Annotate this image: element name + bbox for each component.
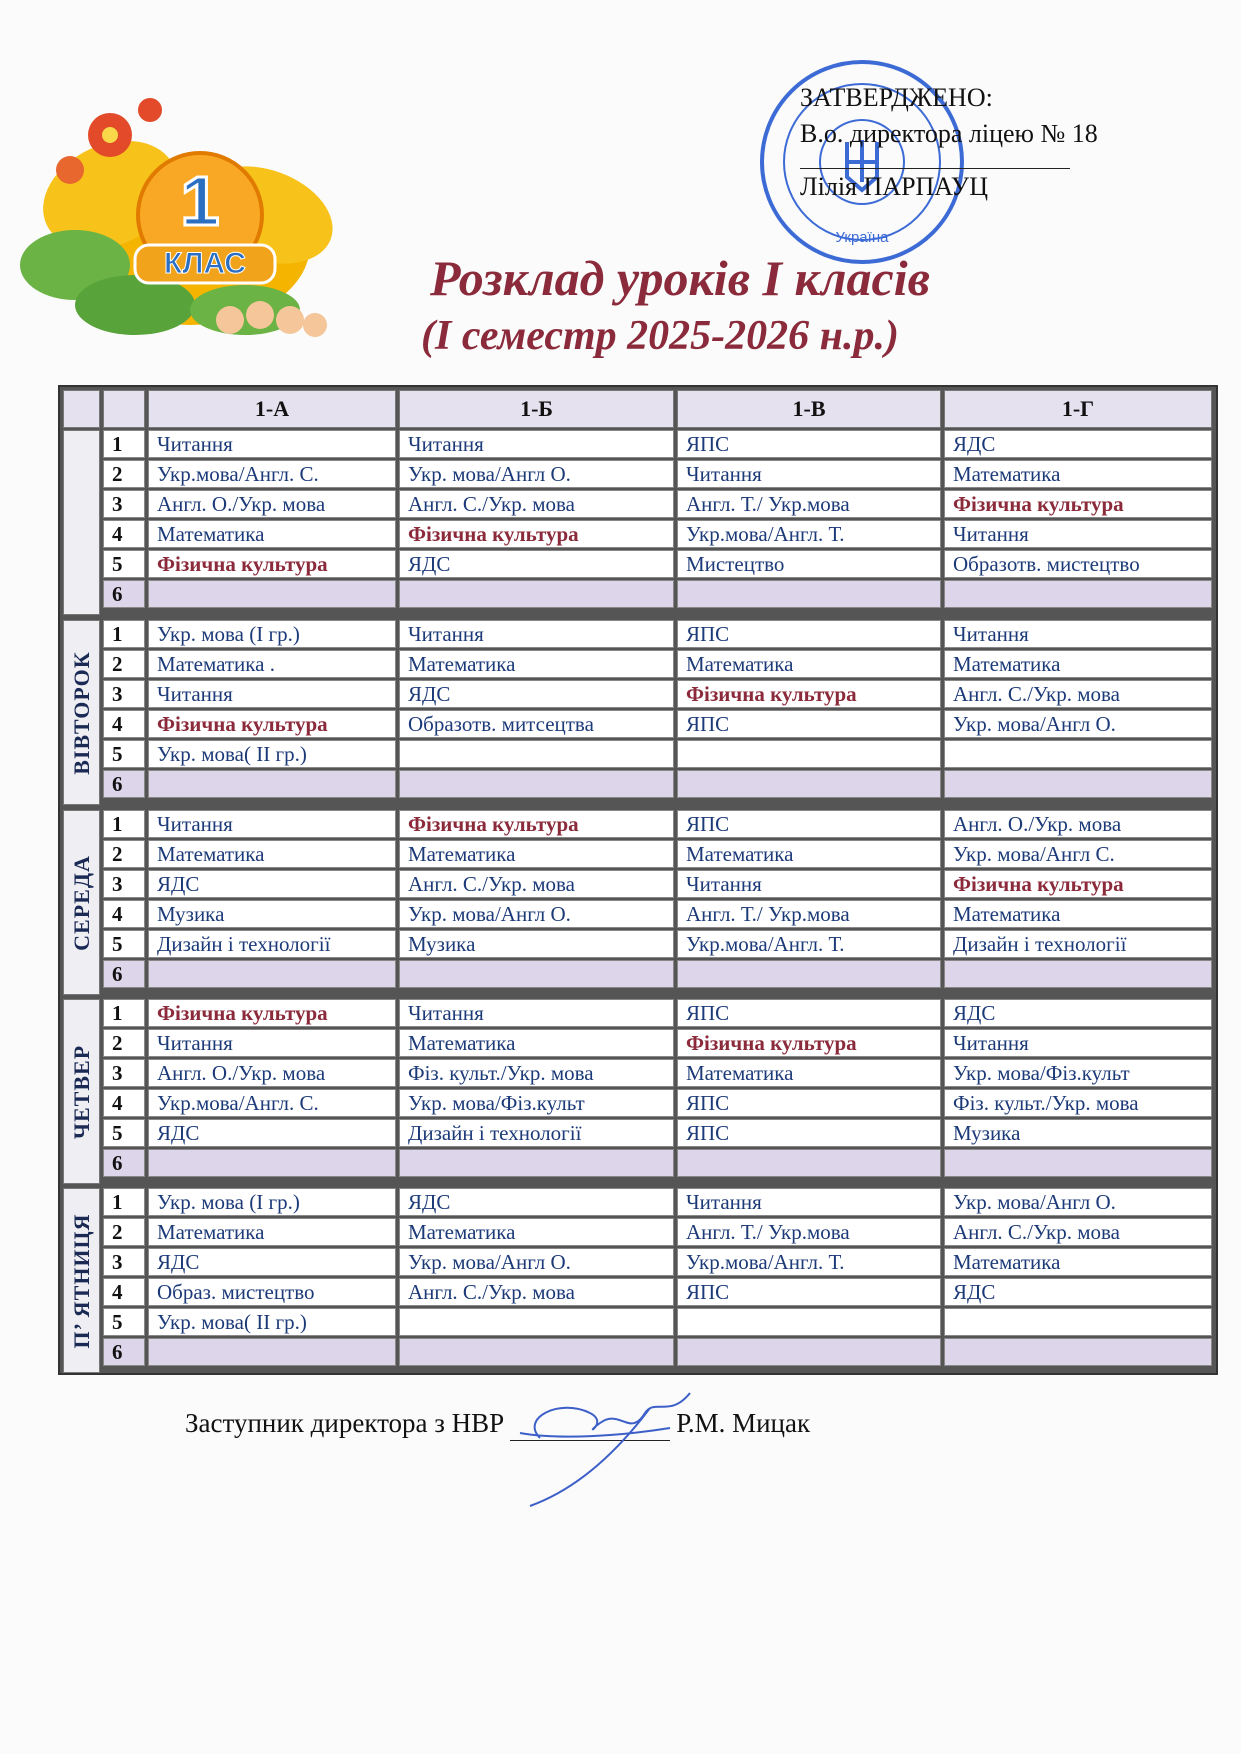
day-name-cell: [63, 810, 100, 995]
day-name-cell: [63, 1188, 100, 1373]
day-block: [63, 1188, 1213, 1373]
lesson-cell: [677, 960, 941, 988]
table-row: [103, 620, 1213, 648]
lesson-cell: ЯПС: [677, 1119, 941, 1147]
table-row: [103, 1119, 1213, 1147]
table-row: [103, 710, 1213, 738]
lesson-cell: [944, 740, 1212, 768]
lesson-number: 2: [103, 460, 145, 488]
lesson-cell: ЯДС: [399, 680, 674, 708]
lesson-cell: Читання: [944, 1029, 1212, 1057]
table-row: [103, 550, 1213, 578]
lesson-cell: ЯПС: [677, 810, 941, 838]
lesson-cell: Англ. Т./ Укр.мова: [677, 490, 941, 518]
lesson-cell: [148, 960, 396, 988]
lesson-cell: Укр. мова/Англ О.: [399, 460, 674, 488]
lesson-cell: Фізична культура: [677, 680, 941, 708]
lesson-cell: Укр.мова/Англ. Т.: [677, 930, 941, 958]
lesson-cell: [399, 960, 674, 988]
lesson-cell: [677, 740, 941, 768]
lesson-cell: Фізична культура: [148, 999, 396, 1027]
lesson-cell: Фізична культура: [944, 490, 1212, 518]
lesson-cell: Укр. мова/Англ О.: [944, 1188, 1212, 1216]
day-block: [63, 430, 1213, 615]
header-class: 1-Г: [944, 390, 1212, 428]
lesson-cell: [677, 1149, 941, 1177]
lesson-cell: [399, 1338, 674, 1366]
lesson-cell: Читання: [148, 810, 396, 838]
table-row: [103, 1218, 1213, 1246]
table-row: [103, 1278, 1213, 1306]
lesson-cell: ЯПС: [677, 430, 941, 458]
lesson-number: 3: [103, 1059, 145, 1087]
table-row: [103, 430, 1213, 458]
lesson-cell: [148, 1338, 396, 1366]
table-row: [103, 1188, 1213, 1216]
lesson-cell: Фізична культура: [148, 550, 396, 578]
lesson-cell: Математика: [399, 1029, 674, 1057]
lesson-cell: Математика: [944, 650, 1212, 678]
table-row: [103, 900, 1213, 928]
lesson-cell: Читання: [148, 430, 396, 458]
day-name: ВІВТОРОК: [68, 650, 94, 775]
lesson-cell: Фізична культура: [677, 1029, 941, 1057]
lesson-cell: [944, 770, 1212, 798]
lesson-number: 1: [103, 430, 145, 458]
approval-title: ЗАТВЕРДЖЕНО:: [800, 83, 993, 112]
lesson-cell: [399, 1149, 674, 1177]
table-row: [103, 960, 1213, 988]
table-row: [103, 1089, 1213, 1117]
lesson-cell: Англ. С./Укр. мова: [944, 680, 1212, 708]
lesson-cell: Укр. мова/Фіз.культ: [399, 1089, 674, 1117]
lesson-cell: [677, 1308, 941, 1336]
lesson-cell: Укр.мова/Англ. Т.: [677, 520, 941, 548]
lesson-cell: [399, 740, 674, 768]
lesson-cell: Укр. мова/Англ О.: [944, 710, 1212, 738]
lesson-cell: ЯДС: [148, 1248, 396, 1276]
lesson-cell: ЯДС: [944, 430, 1212, 458]
header-class: 1-А: [148, 390, 396, 428]
lesson-cell: ЯПС: [677, 710, 941, 738]
header-class: 1-В: [677, 390, 941, 428]
handwritten-signature: [500, 1378, 710, 1508]
table-row: [103, 650, 1213, 678]
lesson-cell: Фізична культура: [399, 810, 674, 838]
day-block: [63, 620, 1213, 805]
lesson-cell: Читання: [677, 1188, 941, 1216]
lesson-cell: Математика: [677, 650, 941, 678]
lesson-number: 3: [103, 680, 145, 708]
lesson-cell: Читання: [148, 680, 396, 708]
lesson-cell: Читання: [944, 620, 1212, 648]
lesson-cell: [677, 580, 941, 608]
lesson-cell: Образотв. митсецтва: [399, 710, 674, 738]
lesson-number: 6: [103, 1149, 145, 1177]
day-name-cell: [63, 430, 100, 615]
schedule-table: [58, 385, 1218, 1375]
page-subtitle: (І семестр 2025-2026 н.р.): [421, 313, 899, 359]
lesson-number: 5: [103, 930, 145, 958]
day-block: [63, 810, 1213, 995]
lesson-number: 5: [103, 740, 145, 768]
page-title: Розклад уроків І класів: [430, 250, 930, 306]
lesson-number: 4: [103, 710, 145, 738]
lesson-cell: Англ. С./Укр. мова: [399, 870, 674, 898]
lesson-cell: Читання: [399, 620, 674, 648]
lesson-cell: [148, 770, 396, 798]
lesson-number: 4: [103, 900, 145, 928]
lesson-rows: [103, 810, 1213, 995]
lesson-cell: ЯДС: [399, 550, 674, 578]
day-name-cell: [63, 620, 100, 805]
lesson-rows: [103, 999, 1213, 1184]
lesson-number: 4: [103, 1089, 145, 1117]
lesson-cell: Математика: [677, 840, 941, 868]
lesson-number: 3: [103, 1248, 145, 1276]
table-row: [103, 490, 1213, 518]
lesson-cell: Математика: [148, 520, 396, 548]
lesson-cell: ЯПС: [677, 1089, 941, 1117]
day-name: СЕРЕДА: [68, 854, 94, 951]
lesson-cell: [944, 960, 1212, 988]
lesson-cell: [944, 1308, 1212, 1336]
table-row: [103, 580, 1213, 608]
class-logo: [15, 75, 345, 345]
lesson-cell: Математика: [399, 1218, 674, 1246]
lesson-number: 1: [103, 999, 145, 1027]
lesson-cell: [148, 580, 396, 608]
lesson-cell: Укр. мова (І гр.): [148, 620, 396, 648]
lesson-cell: Англ. О./Укр. мова: [944, 810, 1212, 838]
lesson-cell: [148, 1149, 396, 1177]
lesson-cell: Читання: [677, 460, 941, 488]
lesson-cell: Образ. мистецтво: [148, 1278, 396, 1306]
lesson-cell: ЯПС: [677, 1278, 941, 1306]
lesson-cell: Фіз. культ./Укр. мова: [399, 1059, 674, 1087]
lesson-cell: ЯДС: [944, 999, 1212, 1027]
lesson-cell: Укр. мова/Англ С.: [944, 840, 1212, 868]
lesson-number: 6: [103, 770, 145, 798]
lesson-cell: [944, 1149, 1212, 1177]
lesson-number: 4: [103, 1278, 145, 1306]
lesson-cell: [399, 1308, 674, 1336]
lesson-cell: ЯДС: [399, 1188, 674, 1216]
approval-signature-line: [800, 152, 1070, 169]
header-num-cell: [103, 390, 145, 428]
lesson-cell: Математика: [944, 1248, 1212, 1276]
lesson-cell: [944, 1338, 1212, 1366]
lesson-rows: [103, 620, 1213, 805]
lesson-cell: Фізична культура: [148, 710, 396, 738]
lesson-cell: Англ. С./Укр. мова: [399, 490, 674, 518]
lesson-cell: [399, 770, 674, 798]
table-row: [103, 1308, 1213, 1336]
lesson-cell: Укр. мова/Фіз.культ: [944, 1059, 1212, 1087]
header-day-cell: [63, 390, 100, 428]
lesson-cell: Музика: [399, 930, 674, 958]
lesson-cell: Читання: [399, 430, 674, 458]
lesson-cell: [677, 770, 941, 798]
lesson-number: 5: [103, 550, 145, 578]
day-name: ЧЕТВЕР: [68, 1044, 94, 1139]
lesson-cell: Математика: [399, 650, 674, 678]
table-row: [103, 520, 1213, 548]
table-row: [103, 1059, 1213, 1087]
stamp-country: Україна: [835, 229, 889, 246]
lesson-cell: Фізична культура: [944, 870, 1212, 898]
lesson-cell: Укр.мова/Англ. С.: [148, 1089, 396, 1117]
header-class: 1-Б: [399, 390, 674, 428]
lesson-cell: Англ. Т./ Укр.мова: [677, 900, 941, 928]
lesson-cell: Читання: [677, 870, 941, 898]
lesson-cell: [677, 1338, 941, 1366]
lesson-cell: Математика: [944, 460, 1212, 488]
lesson-cell: Дизайн і технології: [944, 930, 1212, 958]
lesson-cell: Англ. О./Укр. мова: [148, 490, 396, 518]
lesson-rows: [103, 1188, 1213, 1373]
lesson-number: 3: [103, 490, 145, 518]
logo-word: КЛАС: [164, 247, 246, 280]
lesson-cell: ЯДС: [148, 870, 396, 898]
lesson-cell: Дизайн і технології: [148, 930, 396, 958]
lesson-cell: Англ. О./Укр. мова: [148, 1059, 396, 1087]
lesson-cell: Читання: [148, 1029, 396, 1057]
lesson-cell: Математика .: [148, 650, 396, 678]
lesson-cell: Читання: [944, 520, 1212, 548]
day-name-cell: [63, 999, 100, 1184]
table-row: [103, 840, 1213, 868]
day-name: П’ ЯТНИЦЯ: [68, 1212, 94, 1349]
table-row: [103, 999, 1213, 1027]
approval-name: Лілія ПАРПАУЦ: [800, 172, 988, 201]
table-row: [103, 810, 1213, 838]
approval-block: [800, 80, 1140, 205]
lesson-cell: Математика: [148, 840, 396, 868]
lesson-cell: [399, 580, 674, 608]
lesson-number: 2: [103, 840, 145, 868]
lesson-cell: Англ. Т./ Укр.мова: [677, 1218, 941, 1246]
lesson-number: 6: [103, 960, 145, 988]
day-block: [63, 999, 1213, 1184]
table-row: [103, 770, 1213, 798]
lesson-number: 1: [103, 1188, 145, 1216]
lesson-cell: Математика: [148, 1218, 396, 1246]
lesson-cell: Музика: [944, 1119, 1212, 1147]
lesson-cell: Фізична культура: [399, 520, 674, 548]
lesson-number: 6: [103, 1338, 145, 1366]
lesson-cell: Укр. мова/Англ О.: [399, 1248, 674, 1276]
logo-number: 1: [180, 162, 220, 240]
lesson-cell: Англ. С./Укр. мова: [399, 1278, 674, 1306]
lesson-number: 5: [103, 1308, 145, 1336]
lesson-number: 4: [103, 520, 145, 548]
lesson-cell: Математика: [677, 1059, 941, 1087]
lesson-cell: Дизайн і технології: [399, 1119, 674, 1147]
lesson-cell: ЯДС: [148, 1119, 396, 1147]
lesson-cell: [944, 580, 1212, 608]
lesson-number: 3: [103, 870, 145, 898]
table-row: [103, 1029, 1213, 1057]
table-row: [103, 1248, 1213, 1276]
lesson-cell: Фіз. культ./Укр. мова: [944, 1089, 1212, 1117]
lesson-number: 1: [103, 620, 145, 648]
table-row: [103, 680, 1213, 708]
lesson-cell: Образотв. мистецтво: [944, 550, 1212, 578]
lesson-cell: Музика: [148, 900, 396, 928]
table-row: [103, 460, 1213, 488]
lesson-rows: [103, 430, 1213, 615]
lesson-cell: Читання: [399, 999, 674, 1027]
table-row: [103, 930, 1213, 958]
lesson-cell: ЯПС: [677, 999, 941, 1027]
footer-position: Заступник директора з НВР: [185, 1408, 505, 1438]
lesson-number: 6: [103, 580, 145, 608]
table-row: [103, 870, 1213, 898]
approval-position: В.о. директора ліцею № 18: [800, 119, 1098, 148]
lesson-cell: Математика: [944, 900, 1212, 928]
footer-name: Р.М. Мицак: [676, 1408, 811, 1438]
lesson-number: 2: [103, 1218, 145, 1246]
lesson-cell: Англ. С./Укр. мова: [944, 1218, 1212, 1246]
lesson-cell: Укр. мова( ІІ гр.): [148, 740, 396, 768]
lesson-number: 1: [103, 810, 145, 838]
lesson-cell: Укр.мова/Англ. Т.: [677, 1248, 941, 1276]
table-header: [63, 390, 1213, 428]
lesson-number: 2: [103, 1029, 145, 1057]
lesson-cell: ЯДС: [944, 1278, 1212, 1306]
lesson-cell: ЯПС: [677, 620, 941, 648]
lesson-cell: Мистецтво: [677, 550, 941, 578]
lesson-cell: Укр. мова (І гр.): [148, 1188, 396, 1216]
lesson-cell: Математика: [399, 840, 674, 868]
lesson-cell: Укр. мова/Англ О.: [399, 900, 674, 928]
lesson-number: 5: [103, 1119, 145, 1147]
table-row: [103, 1149, 1213, 1177]
lesson-cell: Укр.мова/Англ. С.: [148, 460, 396, 488]
lesson-number: 2: [103, 650, 145, 678]
lesson-cell: Укр. мова( ІІ гр.): [148, 1308, 396, 1336]
table-row: [103, 740, 1213, 768]
footer: [185, 1405, 810, 1441]
table-row: [103, 1338, 1213, 1366]
